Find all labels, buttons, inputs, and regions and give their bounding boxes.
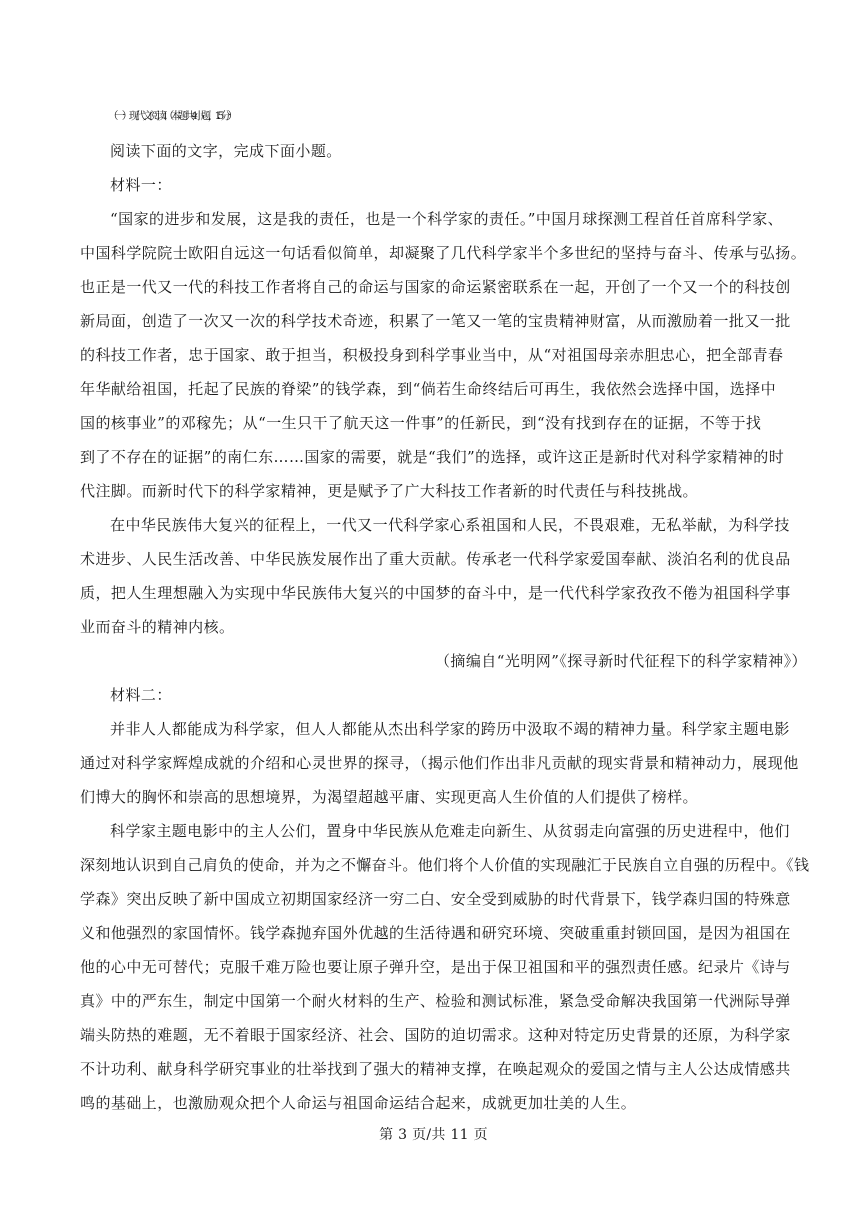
material1-p1-line: 代注脚。而新时代下的科学家精神，更是赋予了广大科技工作者新的时代责任与科技挑战。 <box>80 482 699 500</box>
material1-p1-line: 国的核事业”的邓稼先；从“一生只干了航天这一件事”的任新民，到“没有找到存在的证据，不等于找 <box>80 414 762 432</box>
material2-p2-line: 不计功利、献身科学研究事业的壮举找到了强大的精神支撑，在唤起观众的爱国之情与主人公达成情感共 <box>80 1060 791 1078</box>
material1-source: （摘编自“光明网”《探寻新时代征程下的科学家精神》） <box>434 652 807 670</box>
material1-p2-line: 术进步、人民生活改善、中华民族发展作出了重大贡献。传承老一代科学家爱国奉献、淡泊名利的优良品 <box>80 550 791 568</box>
material1-p1-line: 新局面，创造了一次又一次的科学技术奇迹，积累了一笔又一笔的宝贵精神财富，从而激励着一批又一批 <box>80 312 791 330</box>
section-heading: （一）现代文阅读Ⅰ（本题共 4 小题，15 分） <box>108 110 235 122</box>
material1-p1-line: 的科技工作者，忠于国家、敢于担当，积极投身到科学事业当中，从“对祖国母亲赤胆忠心，把全部青春 <box>80 346 784 364</box>
material2-p1-line: 们博大的胸怀和崇高的思想境界，为渴望超越平庸、实现更高人生价值的人们提供了榜样。 <box>80 788 699 806</box>
material2-p1-line: 并非人人都能成为科学家，但人人都能从杰出科学家的跨历中汲取不竭的精神力量。科学家主题电影 <box>110 720 790 738</box>
material2-p2-line: 学森》突出反映了新中国成立初期国家经济一穷二白、安全受到威胁的时代背景下，钱学森归国的特殊意 <box>80 890 791 908</box>
material2-p2-line: 义和他强烈的家国情怀。钱学森抛弃国外优越的生活待遇和研究环境、突破重重封锁回国，是因为祖国在 <box>80 924 791 942</box>
material2-p2-line: 科学家主题电影中的主人公们，置身中华民族从危难走向新生、从贫弱走向富强的历史进程中，他们 <box>110 822 790 840</box>
material2-label: 材料二： <box>110 686 172 704</box>
material2-p2-line: 端头防热的难题，无不着眼于国家经济、社会、国防的迫切需求。这种对特定历史背景的还原，为科学家 <box>80 1026 791 1044</box>
material1-p2-line: 业而奋斗的精神内核。 <box>80 618 235 636</box>
material1-p1-line: 到了不存在的证据”的南仁东……国家的需要，就是“我们”的选择，或许这正是新时代对科学家精神的时 <box>80 448 785 466</box>
material2-p2-line: 他的心中无可替代；克服千难万险也要让原子弹升空，是出于保卫祖国和平的强烈责任感。纪录片《诗与 <box>80 958 791 976</box>
instruction-text: 阅读下面的文字，完成下面小题。 <box>110 142 342 160</box>
page-number-footer: 第 3 页/共 11 页 <box>379 1127 488 1143</box>
material1-label: 材料一： <box>110 176 172 194</box>
material1-p1-line: 年华献给祖国，托起了民族的脊梁”的钱学森，到“倘若生命终结后可再生，我依然会选择中国，选择中 <box>80 380 777 398</box>
material2-p2-line: 鸣的基础上，也激励观众把个人命运与祖国命运结合起来，成就更加壮美的人生。 <box>80 1094 637 1112</box>
material1-p1-line: “国家的进步和发展，这是我的责任，也是一个科学家的责任。”中国月球探测工程首任首席科学家、 <box>110 210 784 228</box>
material2-p1-line: 通过对科学家辉煌成就的介绍和心灵世界的探寻，（揭示他们作出非凡贡献的现实背景和精神动力，展现他 <box>80 754 799 772</box>
material2-p2-line: 深刻地认识到自己肩负的使命，并为之不懈奋斗。他们将个人价值的实现融汇于民族自立自强的历程中。《钱 <box>80 856 810 874</box>
material1-p1-line: 中国科学院院士欧阳自远这一句话看似简单，却凝聚了几代科学家半个多世纪的坚持与奋斗、传承与弘扬。 <box>80 244 807 262</box>
material1-p1-line: 也正是一代又一代的科技工作者将自己的命运与国家的命运紧密联系在一起，开创了一个又一个的科技创 <box>80 278 791 296</box>
material1-p2-line: 在中华民族伟大复兴的征程上，一代又一代科学家心系祖国和人民，不畏艰难，无私举献，为科学技 <box>110 516 790 534</box>
material1-p2-line: 质，把人生理想融入为实现中华民族伟大复兴的中国梦的奋斗中，是一代代科学家孜孜不倦为祖国科学事 <box>80 584 791 602</box>
material2-p2-line: 真》中的严东生，制定中国第一个耐火材料的生产、检验和测试标准，紧急受命解决我国第一代洲际导弹 <box>80 992 791 1010</box>
